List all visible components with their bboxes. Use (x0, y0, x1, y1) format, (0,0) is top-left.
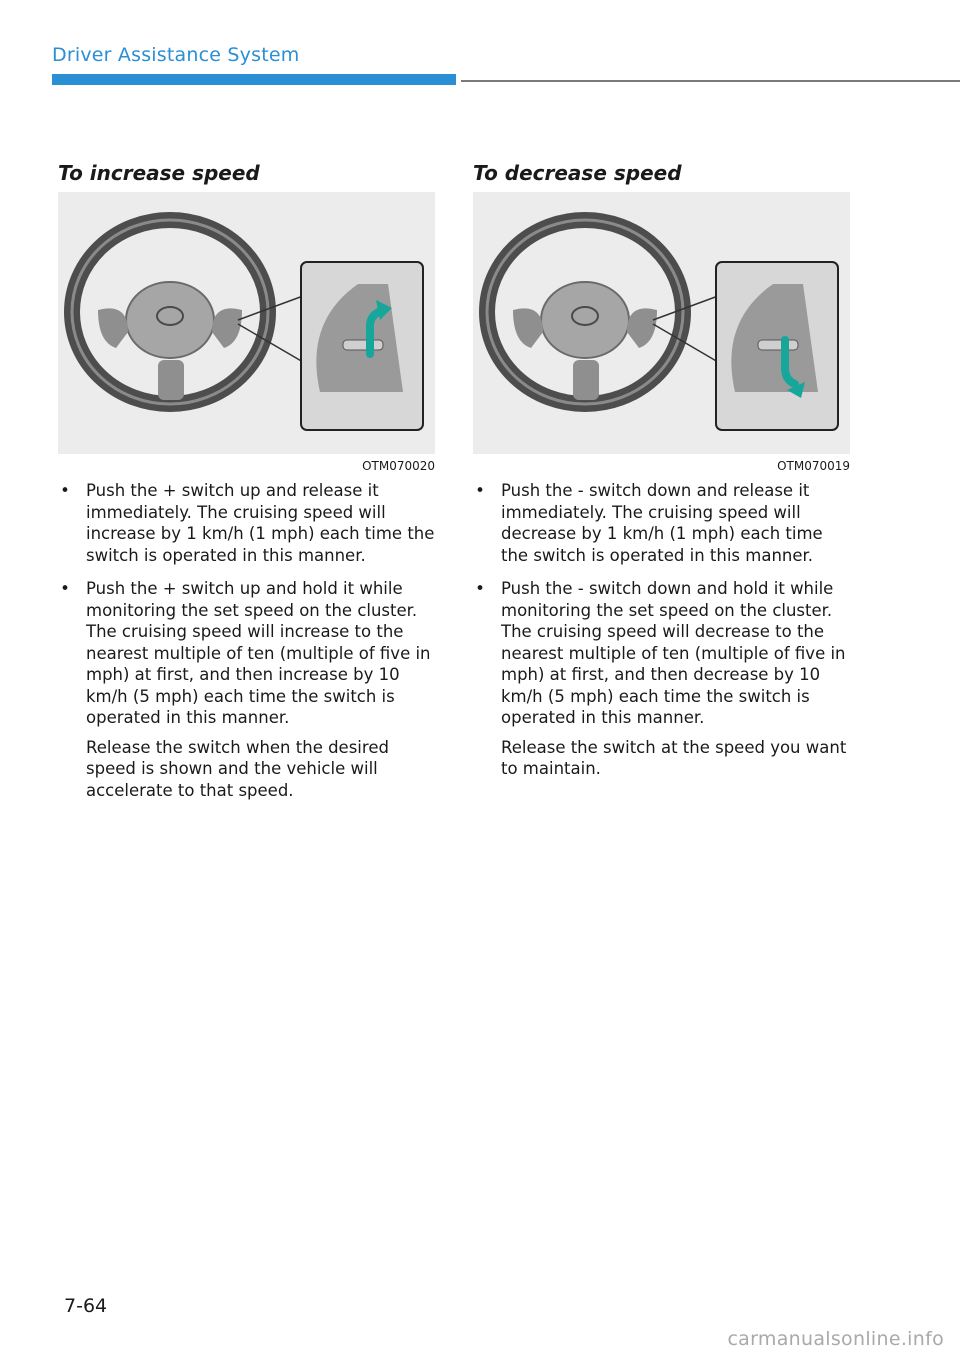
bullet-icon: • (60, 481, 70, 500)
increase-speed-list (58, 480, 438, 801)
decrease-speed-figure (473, 192, 850, 454)
watermark: carmanualsonline.info (727, 1328, 944, 1350)
bullet-text: Push the - switch down and release it immediately. The cruising speed will decrease by 1 km/h (1 mph) each time the switch is operated in this manner. (501, 481, 823, 565)
decrease-speed-section (473, 158, 853, 792)
increase-speed-heading: To increase speed (58, 161, 260, 185)
list-item (58, 578, 438, 801)
increase-speed-figure (58, 192, 435, 454)
list-item (473, 578, 853, 780)
list-item (473, 480, 853, 566)
bullet-text: Push the + switch up and release it immediately. The cruising speed will increase by 1 km/h (1 mph) each time the switch is operated in this manner. (86, 481, 435, 565)
page-number: 7-64 (64, 1295, 108, 1317)
figure-code: OTM070019 (777, 459, 850, 473)
decrease-speed-heading: To decrease speed (473, 161, 682, 185)
steering-wheel-switch-down-icon (473, 192, 850, 454)
bullet-icon: • (60, 579, 70, 598)
header-rule (461, 80, 960, 82)
section-title: Driver Assistance System (52, 44, 300, 66)
decrease-speed-list (473, 480, 853, 780)
bullet-note: Release the switch at the speed you want to maintain. (501, 737, 847, 778)
header-accent-bar (52, 74, 456, 85)
list-item (58, 480, 438, 566)
bullet-note: Release the switch when the desired speed is shown and the vehicle will accelerate to that speed. (86, 737, 389, 800)
bullet-text: Push the - switch down and hold it while monitoring the set speed on the cluster. The cruising speed will decrease to the nearest multiple of ten (multiple of five in mph) at first, and then decrease by 10 km/h (5 mph) each time the switch is operated in this manner. (501, 579, 846, 727)
bullet-icon: • (475, 579, 485, 598)
steering-wheel-switch-up-icon (58, 192, 435, 454)
bullet-icon: • (475, 481, 485, 500)
bullet-text: Push the + switch up and hold it while monitoring the set speed on the cluster. The cruising speed will increase to the nearest multiple of ten (multiple of five in mph) at first, and then increase by 10 km/h (5 mph) each time the switch is operated in this manner. (86, 579, 431, 727)
figure-code: OTM070020 (362, 459, 435, 473)
increase-speed-section (58, 158, 438, 813)
